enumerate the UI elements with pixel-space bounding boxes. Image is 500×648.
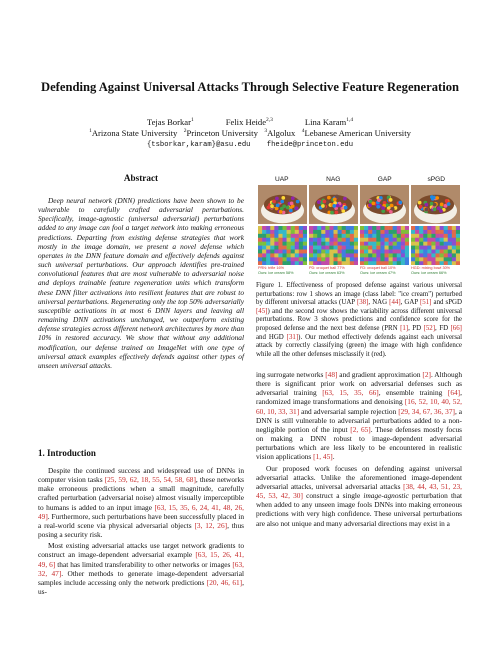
author-emails [0,140,500,151]
text-run: and HGD [256,333,287,341]
citation[interactable]: [51] [420,299,432,307]
author-names [0,117,500,128]
paper-title: Defending Against Universal Attacks Through Selective Feature Regeneration [40,80,460,94]
text-run: , thus posing a security risk. [38,520,244,540]
email[interactable]: {tsborkar,karam}@asu.edu [146,141,251,149]
citation[interactable]: [48] [325,370,338,379]
citation[interactable]: [63, 15, 35, 6, 24, 41, 48, 26, 49] [38,502,244,521]
citation[interactable]: [31] [286,333,299,341]
text-run: . [332,452,335,462]
attack-label: sPGD [427,176,446,183]
abstract-text: Deep neural network (DNN) predictions have been shown to be vulnerable to carefully crafted adversarial perturbations. Specifically, image-agnostic (universal adversarial) perturbations added to any image can fool a target network into making erroneous predictions. Departing from existing defense strategies that work mostly in the image domain, we present a novel defense which operates in the DNN feature domain and effectively defends against such universal perturbations. Our approach identifies pre-trained convolutional features that are most vulnerable to adversarial noise and deploys trainable feature regeneration units which transform these DNN filter activations into resilient features that are robust to universal perturbations. Regenerating only the top 50% adversarially susceptible activations in at most 6 DNN layers and leaving all remaining DNN activations unchanged, we outperform existing defense strategies across different network architectures by more than 10% in restored accuracy. We show that without any additional modification, our defense trained on ImageNet with one type of universal attack examples effectively defends against other types of unseen universal attacks. [38,196,244,370]
citation[interactable]: [2, 65] [350,424,371,434]
text-run: . These defenses mostly focus on making a DNN robust to image-dependent adversarial perturbations which are less likely to be encountered in realistic vision applications [256,424,462,462]
text-run: ) and the second row shows the variability across different universal perturbations. Row 3 shows predictions and confidence score for the proposed defense and the next best defense (PRN [256,307,462,332]
citation[interactable]: [25, 59, 62, 18, 55, 54, 58, 68] [104,475,196,485]
prediction-cell: PRN: trifle 16% Ours: ice cream 58% [258,266,294,276]
prediction-cell: FD: croquet ball 10% Ours: ice cream 47% [360,266,396,276]
citation[interactable]: [1, 45] [313,452,333,462]
text-run: , ensemble training [378,388,448,398]
ice-cream-image [309,185,358,224]
citation[interactable]: [44] [389,299,401,307]
text-run: that has limited transferability to other networks or images [55,559,233,569]
citation[interactable]: [16, 52, 10, 40, 52, 60, 10, 33, 31] [256,397,462,416]
citation[interactable]: [2] [422,370,431,379]
citation[interactable]: [63, 32, 47] [38,559,244,578]
perturbation-image [309,226,358,265]
attack-labels [256,176,462,185]
paragraph [38,466,244,539]
author: Felix Heide$^{2,3}$ [225,117,273,127]
citation[interactable]: [52] [423,324,436,332]
text-run: and gradient approximation [337,370,423,379]
citation[interactable]: [29, 34, 67, 36, 37] [398,406,455,416]
prediction-row [256,266,462,276]
text-run: , a DNN is still vulnerable to adversarial perturbations added to a non-negligible portion of the input [256,406,462,434]
text-run: Our proposed work focuses on defending against universal adversarial attacks. Unlike the aforementioned image-dependent adversarial attacks, universal adversarial attacks [256,463,462,491]
text-run: image-agnostic [363,491,409,501]
citation[interactable]: [63, 15, 26, 41, 49, 6] [38,550,244,569]
email[interactable]: fheide@princeton.edu [266,141,354,149]
affiliations: $^1$Arizona State University $^2$Princeton University $^3$Algolux $^4$Lebanese American University [89,128,411,138]
perturbation-image [360,226,409,265]
attack-label: UAP [274,176,289,183]
text-run: ing surrogate networks [256,370,326,379]
perturbed-image-row [256,185,462,224]
text-run: , us- [38,577,244,597]
paragraph [38,541,244,596]
text-run: ). Our method effectively defends against each universal attack by correctly classifying (green) the image with high confidence while all the other defenses misclassify it (red). [256,333,462,358]
text-run: , NAG [368,299,390,307]
figure-1-caption [256,282,462,359]
citation[interactable]: [3, 12, 26] [194,520,228,530]
attack-label: GAP [377,176,392,183]
paragraph [256,370,462,462]
citation[interactable]: [38, 44, 43, 51, 23, 45, 53, 42, 30] [256,481,462,501]
introduction-body [38,466,244,596]
abstract-body [38,196,244,370]
paragraph [256,464,462,528]
figure-1 [256,176,462,276]
perturbation-image [258,226,307,265]
right-column-body [256,370,462,528]
citation[interactable]: [38] [356,299,369,307]
citation[interactable]: [1] [400,324,409,332]
author: Tejas Borkar$^1$ [146,117,194,127]
author-block [0,117,500,151]
text-run: . Although there is significant prior work on adversarial defenses such as adversarial training [256,370,463,398]
text-run: , PD [408,324,424,332]
citation[interactable]: [20, 46, 61] [206,577,243,587]
text-run: , FD [435,324,451,332]
attack-label: NAG [326,176,341,183]
text-run: perturbation that when added to any unseen image fools DNNs into making erroneous predictions with very high confidence. These universal perturbations are also not unique and many adversarial directions may exist in a [256,491,462,528]
text-run: Most existing adversarial attacks use target network gradients to construct an image-dependent adversarial example [38,541,244,560]
perturbation-row [256,226,462,265]
citation[interactable]: [66] [450,324,462,332]
text-run: . Furthermore, such perturbations have been successfully placed in a real-world scene via physical adversarial objects [38,511,244,530]
text-run: Despite the continued success and widespread use of DNNs in computer vision tasks [38,466,244,485]
citation[interactable]: [63, 15, 35, 66] [322,388,379,398]
ice-cream-image [258,185,307,224]
text-run: . Other methods to generate image-dependent adversarial samples include accessing only the network predictions [38,568,244,587]
author: Lina Karam$^{1,4}$ [304,117,354,127]
perturbation-image [411,226,460,265]
text-run: and adversarial sample rejection [299,406,399,416]
section-heading-introduction: 1. Introduction [38,448,96,458]
citation[interactable]: [45] [256,307,268,315]
text-run: and sPGD [431,299,462,307]
text-run: , randomized image transformations and denoising [256,388,462,407]
ice-cream-image [360,185,409,224]
text-run: construct a single [302,491,364,501]
abstract-heading: Abstract [123,173,159,183]
text-run: Figure 1. Effectiveness of proposed defense against various universal perturbations: row 1 shows an image (class label: "ice cream") perturbed by different universal attacks (UAP [256,282,462,307]
prediction-cell: PD: croquet ball 77% Ours: ice cream 63% [309,266,345,276]
text-run: , GAP [400,299,420,307]
ice-cream-image [411,185,460,224]
prediction-cell: HGD: mixing bowl 30% Ours: ice cream 66% [411,266,451,276]
text-run: , these networks make erroneous predictions when a small magnitude, carefully crafted perturbation (adversarial noise) almost visually imperceptible to humans is added to an input image [38,475,244,512]
citation[interactable]: [64] [447,388,461,398]
